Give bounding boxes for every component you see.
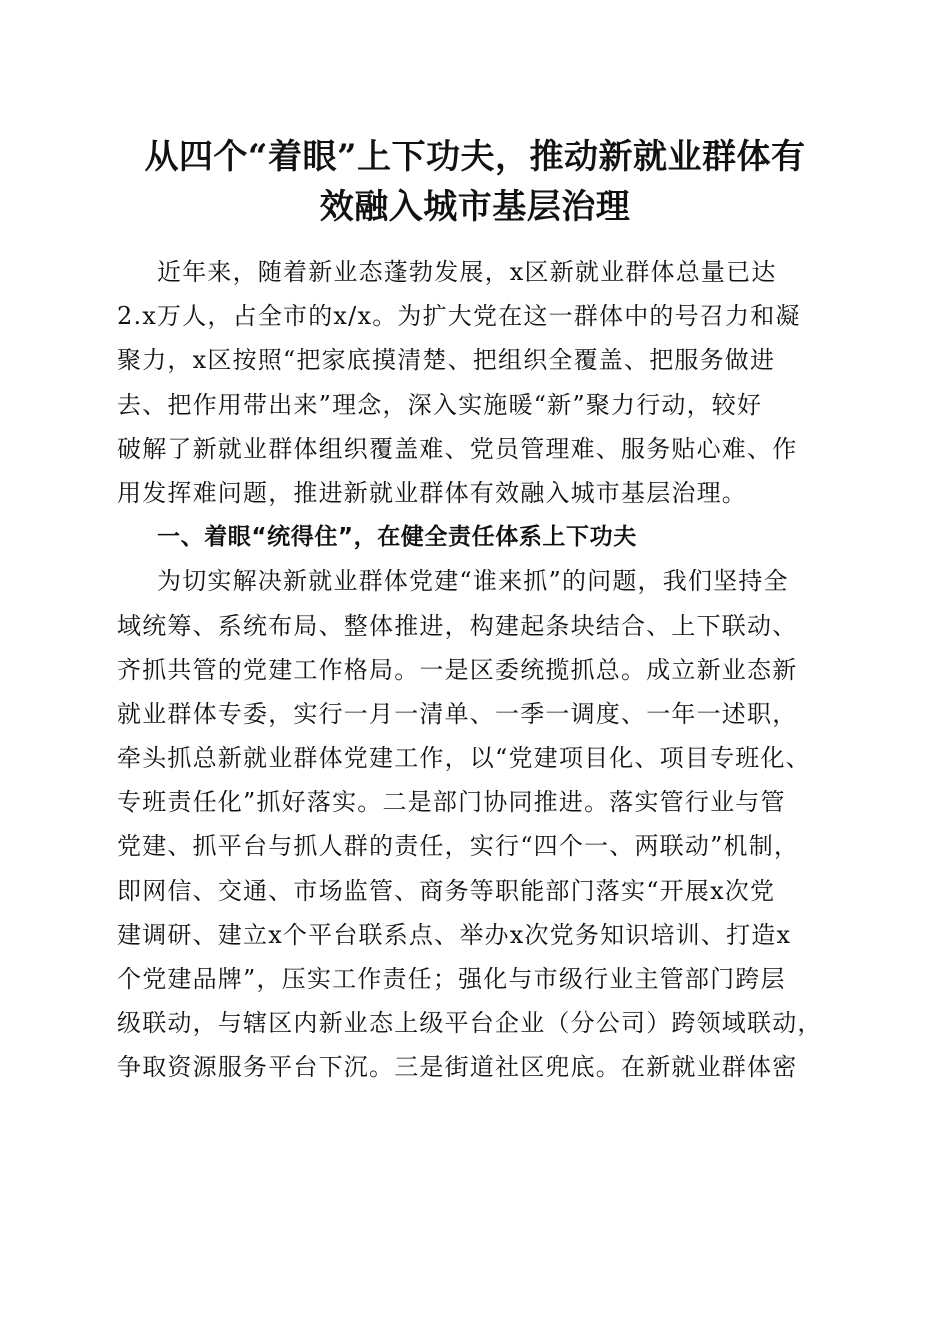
intro-paragraph bbox=[117, 250, 833, 515]
paragraph-line: 域统筹、系统布局、整体推进，构建起条块结合、上下联动、 bbox=[117, 611, 798, 640]
paragraph-line: 2.x万人，占全市的x/x。为扩大党在这一群体中的号召力和凝 bbox=[117, 302, 801, 331]
section-paragraph bbox=[117, 559, 833, 1089]
paragraph-line: 建调研、建立x个平台联系点、举办x次党务知识培训、打造x bbox=[117, 920, 792, 949]
paragraph-line: 齐抓共管的党建工作格局。一是区委统揽抓总。成立新业态新 bbox=[117, 655, 798, 684]
paragraph-line: 级联动，与辖区内新业态上级平台企业（分公司）跨领域联动， bbox=[117, 1009, 823, 1038]
document-title bbox=[100, 132, 850, 232]
paragraph-line: 个党建品牌”，压实工作责任；强化与市级行业主管部门跨层 bbox=[117, 965, 786, 993]
paragraph-line: 就业群体专委，实行一月一清单、一季一调度、一年一述职， bbox=[117, 699, 798, 728]
paragraph-line: 聚力，x区按照“把家底摸清楚、把组织全覆盖、把服务做进 bbox=[117, 346, 776, 375]
paragraph-line: 即网信、交通、市场监管、商务等职能部门落实“开展x次党 bbox=[117, 876, 776, 905]
title-line: 效融入城市基层治理 bbox=[319, 187, 631, 227]
paragraph-line: 争取资源服务平台下沉。三是街道社区兜底。在新就业群体密 bbox=[117, 1053, 798, 1082]
paragraph-line: 破解了新就业群体组织覆盖难、党员管理难、服务贴心难、作 bbox=[117, 434, 798, 463]
paragraph-line: 为切实解决新就业群体党建“谁来抓”的问题，我们坚持全 bbox=[157, 567, 789, 596]
paragraph-line: 近年来，随着新业态蓬勃发展，x区新就业群体总量已达 bbox=[157, 258, 777, 286]
section-heading: 一、着眼“统得住”，在健全责任体系上下功夫 bbox=[157, 524, 637, 551]
document-body bbox=[117, 250, 833, 1090]
paragraph-line: 专班责任化”抓好落实。二是部门协同推进。落实管行业与管 bbox=[117, 788, 786, 817]
paragraph-line: 去、把作用带出来”理念，深入实施暖“新”聚力行动，较好 bbox=[117, 390, 763, 419]
paragraph-line: 党建、抓平台与抓人群的责任，实行“四个一、两联动”机制， bbox=[117, 832, 800, 861]
paragraph-line: 牵头抓总新就业群体党建工作，以“党建项目化、项目专班化、 bbox=[117, 744, 811, 773]
paragraph-line: 用发挥难问题，推进新就业群体有效融入城市基层治理。 bbox=[117, 478, 747, 507]
title-line: 从四个“着眼”上下功夫，推动新就业群体有 bbox=[144, 137, 806, 177]
